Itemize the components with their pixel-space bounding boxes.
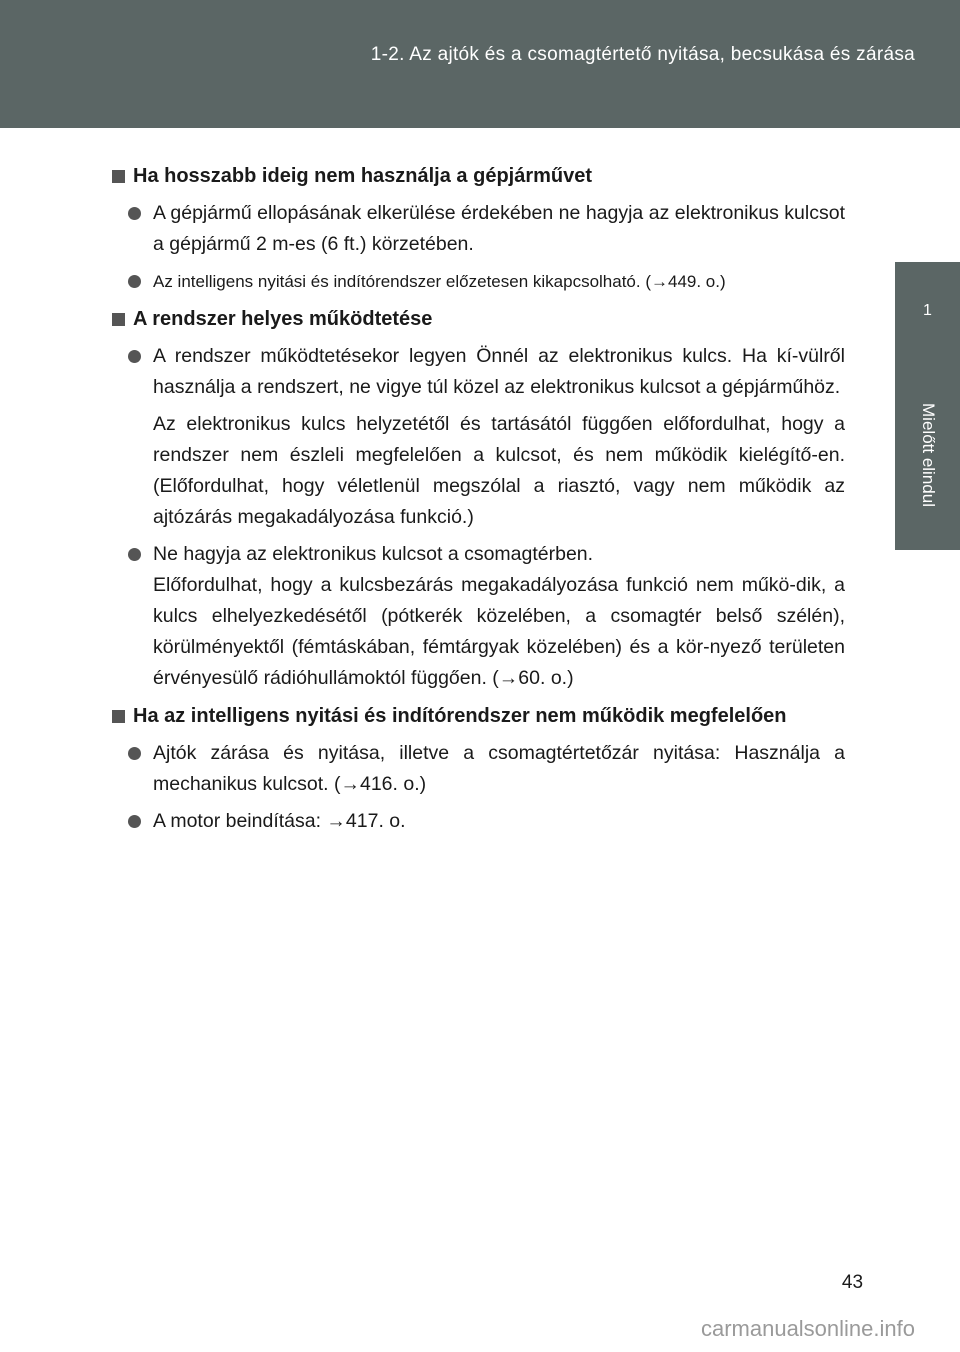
chapter-tab-label-text: Mielőtt elindul [918,403,938,507]
circle-bullet-icon [128,815,141,828]
list-item-text: Előfordulhat, hogy a kulcsbezárás megakadályozása funkció nem műkö-dik, a kulcs elhelyezkedésétől (pótkerék közelében, a csomagtér belső szélén), körülményektől (fémtáskában, fémtárgyak közelében) és a kör-nyező területen érvényesülő rádióhullámoktól függően. (→60. o.) [153,574,845,689]
list-item-text: A rendszer működtetésekor legyen Önnél az elektronikus kulcs. Ha kí-vülről használja a rendszert, ne vigye túl közel az elektronikus kulcsot a gépjárműhöz. [153,345,845,398]
circle-bullet-icon [128,275,141,288]
square-bullet-icon [112,313,125,326]
chapter-tab-label [895,360,960,550]
section-heading [110,700,845,732]
square-bullet-icon [112,170,125,183]
list-item-text: A motor beindítása: →417. o. [153,810,406,832]
list-item [110,738,845,800]
list-item-text: A gépjármű ellopásának elkerülése érdekében ne hagyja az elektronikus kulcsot a gépjármű 2 m-es (6 ft.) körzetében. [153,202,845,255]
section-heading [110,303,845,335]
list-item [110,266,845,297]
list-item [110,341,845,403]
section-heading-text: A rendszer helyes működtetése [133,308,433,330]
section-heading-text: Ha hosszabb ideig nem használja a gépjárművet [133,165,593,187]
square-bullet-icon [112,710,125,723]
section-title: 1-2. Az ajtók és a csomagtértető nyitása, becsukása és zárása [370,44,915,65]
circle-bullet-icon [128,207,141,220]
paragraph: Az elektronikus kulcs helyzetétől és tartásától függően előfordulhat, hogy a rendszer nem észleli megfelelően a kulcsot, és nem működik kielégítő-en. (Előfordulhat, hogy véletlenül megszólal a riasztó, vagy nem működik az ajtózárás megakadályozása funkció.) [153,413,845,528]
list-item-text: Ajtók zárása és nyitása, illetve a csomagtértetőzár nyitása: Használja a mechanikus kulcsot. (→416. o.) [153,742,845,795]
header-band [0,0,960,128]
circle-bullet-icon [128,548,141,561]
circle-bullet-icon [128,747,141,760]
list-item [110,806,845,837]
section-heading-text: Ha az intelligens nyitási és indítórendszer nem működik megfelelően [133,705,787,727]
list-item-text: Az intelligens nyitási és indítórendszer előzetesen kikapcsolható. (→449. o.) [153,272,726,291]
list-item [110,198,845,260]
list-item-text: Ne hagyja az elektronikus kulcsot a csomagtérben. [153,543,594,565]
circle-bullet-icon [128,350,141,363]
section-heading [110,160,845,192]
page-number: 43 [841,1272,864,1293]
chapter-tab-number: 1 [895,262,960,360]
page-content [110,160,845,843]
watermark: carmanualsonline.info [700,1316,915,1341]
list-item [110,539,845,694]
